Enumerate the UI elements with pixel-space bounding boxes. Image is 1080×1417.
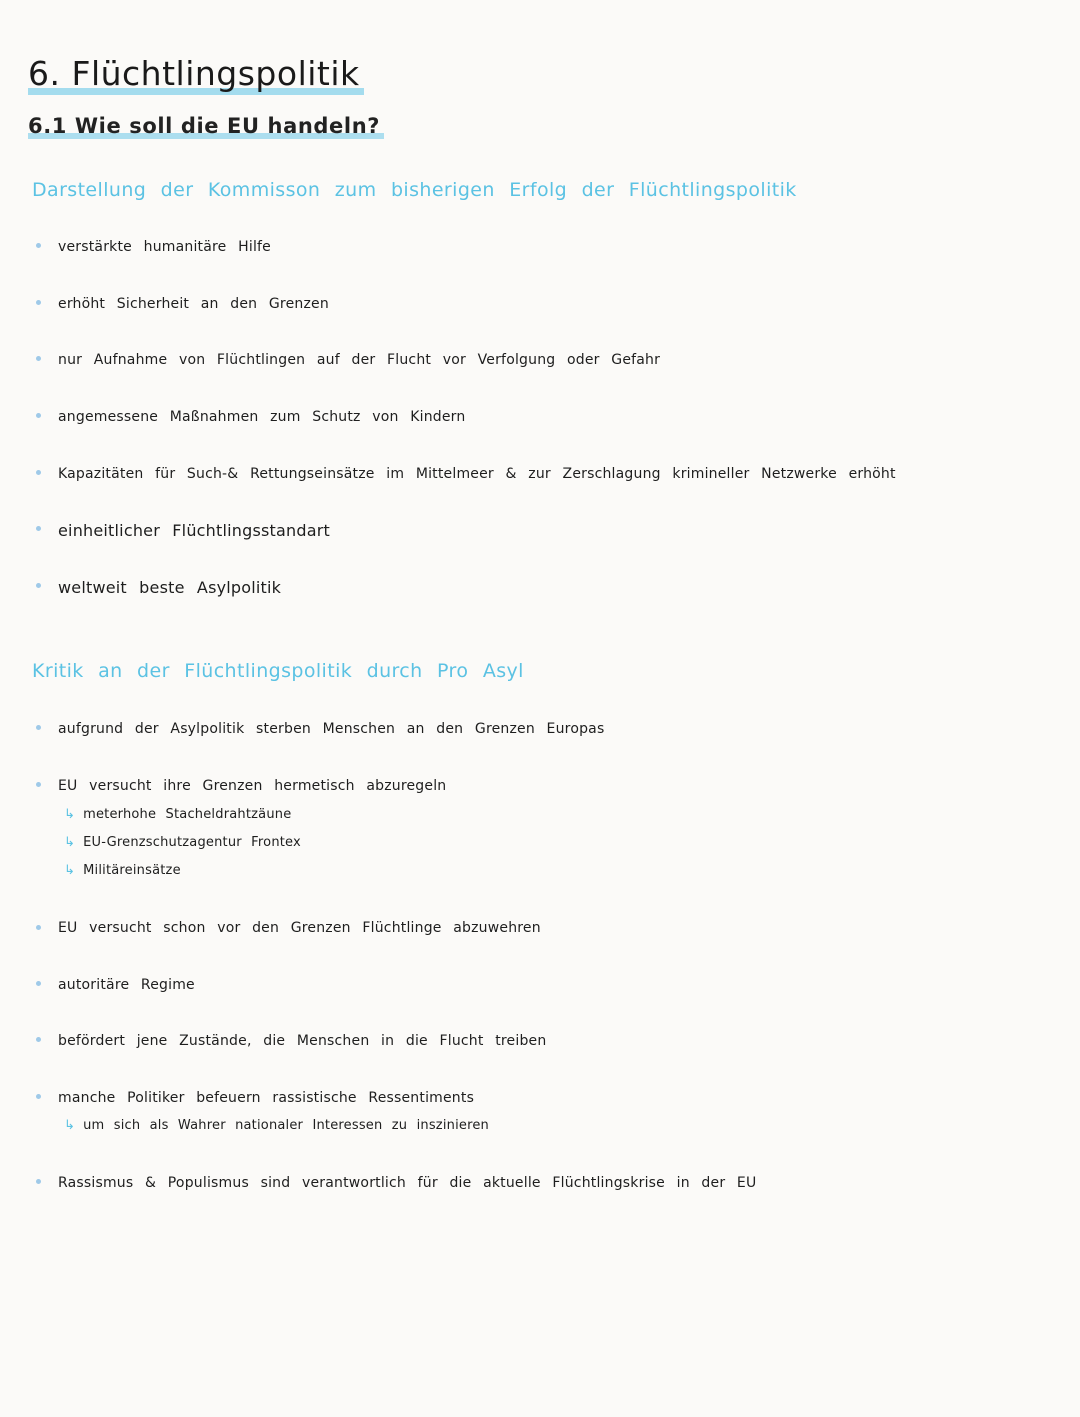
bullet-dot bbox=[36, 243, 41, 248]
list-item: angemessene Maßnahmen zum Schutz von Kindern bbox=[58, 409, 466, 425]
page-title: 6. Flüchtlingspolitik bbox=[28, 54, 364, 95]
bullet-dot bbox=[36, 1094, 41, 1099]
sub-item bbox=[64, 807, 291, 822]
sub-item-label: EU-Grenzschutzagentur Frontex bbox=[83, 835, 301, 850]
arrow-icon: ↳ bbox=[64, 863, 76, 878]
bullet-dot bbox=[36, 356, 41, 361]
heading-darstellung: Darstellung der Kommisson zum bisherigen Erfolg der Flüchtlingspolitik bbox=[32, 179, 797, 201]
list-item: aufgrund der Asylpolitik sterben Menschen an den Grenzen Europas bbox=[58, 721, 605, 737]
list-item: autoritäre Regime bbox=[58, 977, 195, 993]
bullet-dot bbox=[36, 725, 41, 730]
sub-item bbox=[64, 835, 301, 850]
bullet-dot bbox=[36, 1037, 41, 1042]
list-item: nur Aufnahme von Flüchtlingen auf der Flucht vor Verfolgung oder Gefahr bbox=[58, 352, 661, 368]
sub-item-label: Militäreinsätze bbox=[83, 863, 181, 878]
list-item: einheitlicher Flüchtlingsstandart bbox=[58, 521, 330, 540]
list-item: Rassismus & Populismus sind verantwortlich für die aktuelle Flüchtlingskrise in der EU bbox=[58, 1175, 757, 1191]
bullet-dot bbox=[36, 413, 41, 418]
bullet-dot bbox=[36, 981, 41, 986]
bullet-dot bbox=[36, 583, 41, 588]
bullet-dot bbox=[36, 526, 41, 531]
sub-item bbox=[64, 1118, 489, 1133]
list-item: EU versucht schon vor den Grenzen Flüchtlinge abzuwehren bbox=[58, 920, 541, 936]
list-item: erhöht Sicherheit an den Grenzen bbox=[58, 296, 329, 312]
list-item: verstärkte humanitäre Hilfe bbox=[58, 239, 271, 255]
bullet-dot bbox=[36, 1179, 41, 1184]
list-item: manche Politiker befeuern rassistische Ressentiments bbox=[58, 1090, 475, 1106]
arrow-icon: ↳ bbox=[64, 1118, 76, 1133]
sub-item-label: um sich als Wahrer nationaler Interessen zu inszinieren bbox=[83, 1118, 489, 1133]
list-item: EU versucht ihre Grenzen hermetisch abzuregeln bbox=[58, 778, 447, 794]
section-subtitle: 6.1 Wie soll die EU handeln? bbox=[28, 114, 384, 139]
heading-kritik: Kritik an der Flüchtlingspolitik durch Pro Asyl bbox=[32, 660, 524, 682]
sub-item-label: meterhohe Stacheldrahtzäune bbox=[83, 807, 292, 822]
bullet-dot bbox=[36, 300, 41, 305]
arrow-icon: ↳ bbox=[64, 835, 76, 850]
list-item: befördert jene Zustände, die Menschen in die Flucht treiben bbox=[58, 1033, 547, 1049]
bullet-dot bbox=[36, 782, 41, 787]
bullet-dot bbox=[36, 470, 41, 475]
sub-item bbox=[64, 863, 181, 878]
list-item: Kapazitäten für Such-& Rettungseinsätze im Mittelmeer & zur Zerschlagung krimineller Netzwerke erhöht bbox=[58, 466, 896, 482]
arrow-icon: ↳ bbox=[64, 807, 76, 822]
list-item: weltweit beste Asylpolitik bbox=[58, 578, 282, 597]
bullet-dot bbox=[36, 925, 41, 930]
